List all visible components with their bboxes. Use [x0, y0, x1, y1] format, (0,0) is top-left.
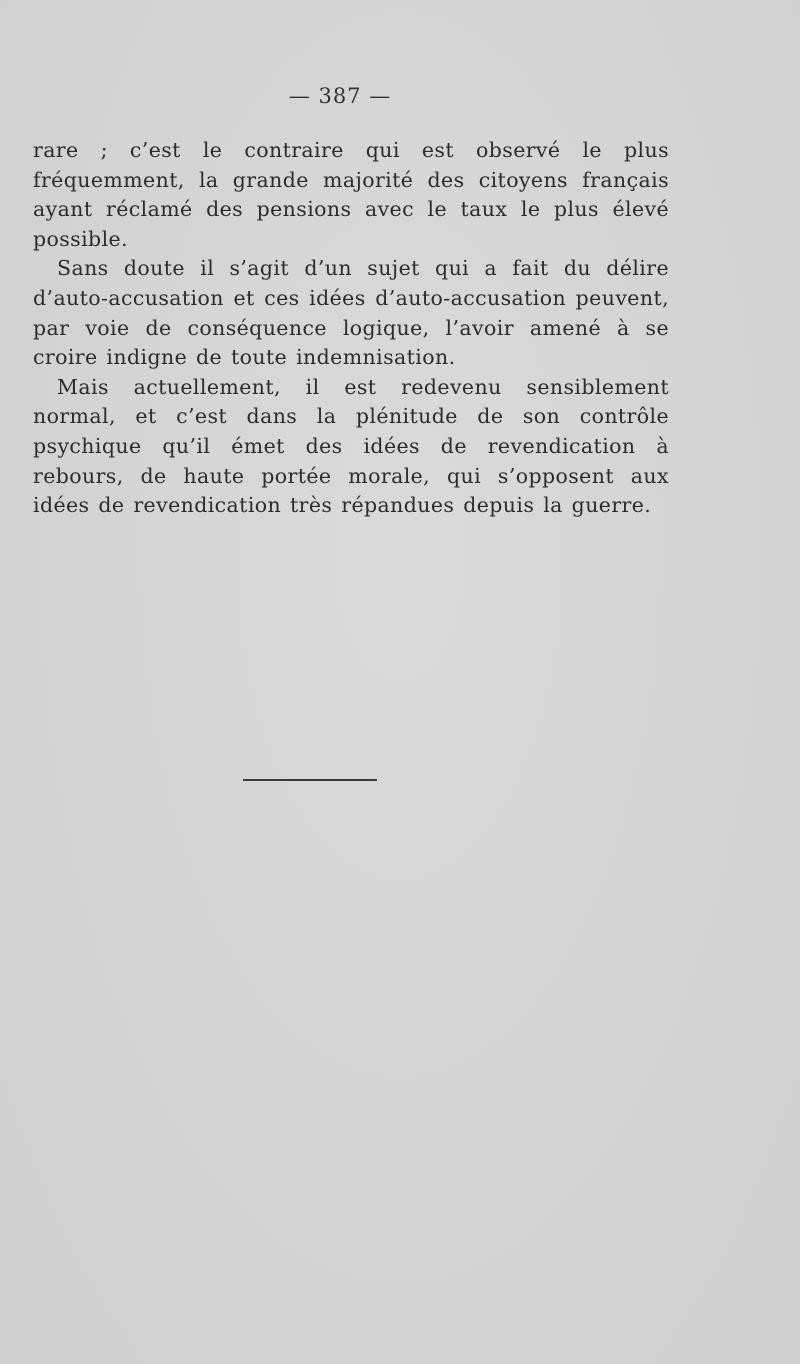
paragraph-continuation: rare ; c’est le contraire qui est observé le plus fréquemment, la grande majorité des citoyens français ayant réclamé des pensions avec le taux le plus élevé possible. [33, 138, 669, 251]
end-rule-divider [243, 779, 377, 781]
body-text [33, 136, 669, 521]
page-number: — 387 — [288, 84, 392, 108]
paragraph-revendication: Mais actuellement, il est redevenu sensiblement normal, et c’est dans la plénitude de son contrôle psychique qu’il émet des idées de revendication à rebours, de haute portée morale, qui s’opposent aux idées de revendication très répandues depuis la guerre. [33, 374, 669, 518]
paragraph-auto-accusation: Sans doute il s’agit d’un sujet qui a fait du délire d’auto-accusation et ces idées d’auto-accusation peuvent, par voie de conséquence logique, l’avoir amené à se croire indigne de toute indemnisation. [33, 256, 669, 370]
